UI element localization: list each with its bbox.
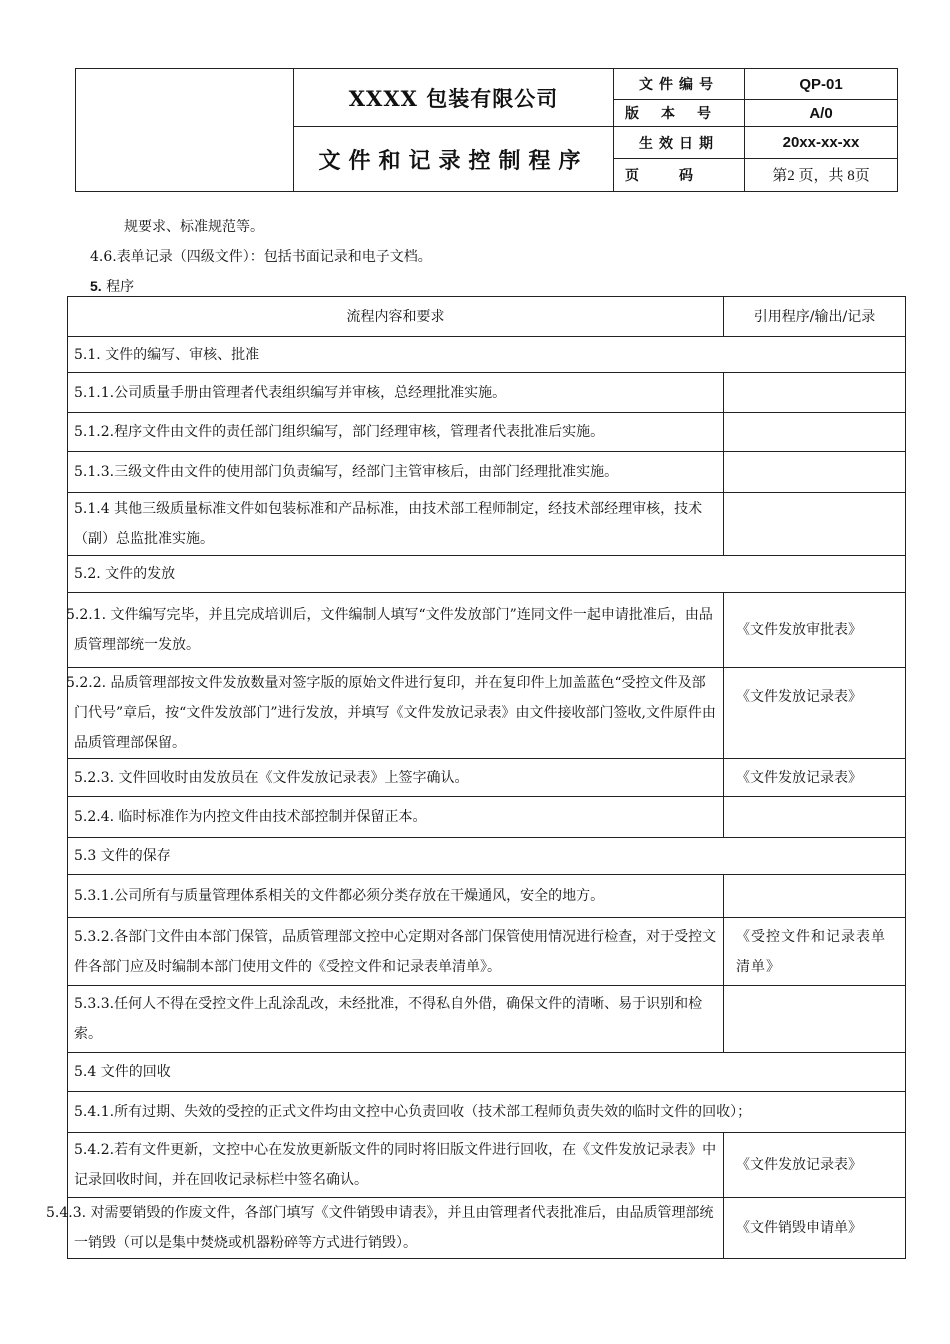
row-reference	[724, 493, 906, 556]
company-name: XXXX 包装有限公司	[294, 69, 614, 127]
section-row-text: 5.1. 文件的编写、审核、批准	[68, 337, 906, 373]
row-content: 5.4.2.若有文件更新，文控中心在发放更新版文件的同时将旧版文件进行回收，在《文件发放记录表》中记录回收时间，并在回收记录标栏中签名确认。	[68, 1133, 724, 1198]
row-reference: 《受控文件和记录表单清单》	[724, 918, 906, 986]
intro-line-1: 规要求、标准规范等。	[124, 219, 264, 235]
row-content: 5.1.2.程序文件由文件的责任部门组织编写，部门经理审核，管理者代表批准后实施。	[68, 413, 724, 452]
intro-line-2: 4.6.表单记录（四级文件）：包括书面记录和电子文档。	[90, 249, 432, 265]
section-number: 5.	[90, 278, 102, 294]
section-title: 程序	[106, 279, 135, 295]
table-row	[68, 797, 906, 838]
field-value-effective-date: 20xx-xx-xx	[745, 127, 898, 158]
procedure-table	[46, 296, 906, 1259]
table-row	[68, 493, 906, 556]
row-reference	[724, 413, 906, 452]
section-row-text: 5.3 文件的保存	[68, 838, 906, 875]
field-label-effective-date: 生效日期	[614, 127, 745, 158]
table-row	[68, 668, 906, 759]
table-row	[68, 986, 906, 1053]
field-label-version: 版本号	[614, 100, 745, 127]
table-row	[68, 1092, 906, 1133]
table-row	[68, 1198, 906, 1259]
row-content: 5.4.3. 对需要销毁的作废文件，各部门填写《文件销毁申请表》，并且由管理者代表批准后，由品质管理部统一销毁（可以是集中焚烧或机器粉碎等方式进行销毁）。	[68, 1198, 724, 1259]
row-content: 5.2.3. 文件回收时由发放员在《文件发放记录表》上签字确认。	[68, 759, 724, 797]
row-content: 5.1.4 其他三级质量标准文件如包装标准和产品标准，由技术部工程师制定，经技术部经理审核，技术（副）总监批准实施。	[68, 493, 724, 556]
table-row	[68, 1133, 906, 1198]
row-reference: 《文件发放审批表》	[724, 593, 906, 668]
section-row-text: 5.2. 文件的发放	[68, 556, 906, 593]
row-reference: 《文件销毁申请单》	[724, 1198, 906, 1259]
table-header-row	[68, 297, 906, 337]
table-row	[68, 759, 906, 797]
row-content: 5.2.2. 品质管理部按文件发放数量对签字版的原始文件进行复印，并在复印件上加盖蓝色“受控文件及部门代号”章后，按“文件发放部门”进行发放，并填写《文件发放记录表》由文件接收部门签收,文件原件由品质管理部保留。	[68, 668, 724, 759]
column-header-content: 流程内容和要求	[68, 297, 724, 337]
column-header-reference: 引用程序/输出/记录	[724, 297, 906, 337]
table-row	[68, 918, 906, 986]
row-reference	[724, 373, 906, 413]
table-row	[68, 593, 906, 668]
row-reference	[724, 797, 906, 838]
row-content: 5.2.4. 临时标准作为内控文件由技术部控制并保留正本。	[68, 797, 724, 838]
row-content: 5.3.3.任何人不得在受控文件上乱涂乱改，未经批准，不得私自外借，确保文件的清晰、易于识别和检索。	[68, 986, 724, 1053]
table-row	[68, 556, 906, 593]
field-value-page: 第2 页，共 8页	[745, 158, 898, 191]
row-reference: 《文件发放记录表》	[724, 668, 906, 759]
row-content: 5.3.2.各部门文件由本部门保管，品质管理部文控中心定期对各部门保管使用情况进行检查，对于受控文件各部门应及时编制本部门使用文件的《受控文件和记录表单清单》。	[68, 918, 724, 986]
table-row	[68, 452, 906, 493]
row-content: 5.1.1.公司质量手册由管理者代表组织编写并审核，总经理批准实施。	[68, 373, 724, 413]
field-value-version: A/0	[745, 100, 898, 127]
row-content: 5.3.1.公司所有与质量管理体系相关的文件都必须分类存放在干燥通风，安全的地方。	[68, 875, 724, 918]
field-label-doc-number: 文件编号	[614, 69, 745, 100]
field-label-page: 页码	[614, 158, 745, 191]
document-title: 文件和记录控制程序	[294, 127, 614, 192]
table-row	[68, 838, 906, 875]
section-row-text: 5.4.1.所有过期、失效的受控的正式文件均由文控中心负责回收（技术部工程师负责失效的临时文件的回收）；	[68, 1092, 906, 1133]
row-reference	[724, 452, 906, 493]
document-header	[75, 68, 898, 192]
section-heading	[90, 276, 134, 296]
table-row	[68, 413, 906, 452]
table-row	[68, 875, 906, 918]
row-reference: 《文件发放记录表》	[724, 1133, 906, 1198]
table-row	[68, 337, 906, 373]
row-reference	[724, 986, 906, 1053]
logo-area	[76, 69, 294, 192]
table-row	[68, 373, 906, 413]
row-content: 5.2.1. 文件编写完毕，并且完成培训后，文件编制人填写“文件发放部门”连同文件一起申请批准后，由品质管理部统一发放。	[68, 593, 724, 668]
row-reference: 《文件发放记录表》	[724, 759, 906, 797]
field-value-doc-number: QP-01	[745, 69, 898, 100]
row-reference	[724, 875, 906, 918]
section-row-text: 5.4 文件的回收	[68, 1053, 906, 1092]
table-row	[68, 1053, 906, 1092]
row-content: 5.1.3.三级文件由文件的使用部门负责编写，经部门主管审核后，由部门经理批准实施。	[68, 452, 724, 493]
